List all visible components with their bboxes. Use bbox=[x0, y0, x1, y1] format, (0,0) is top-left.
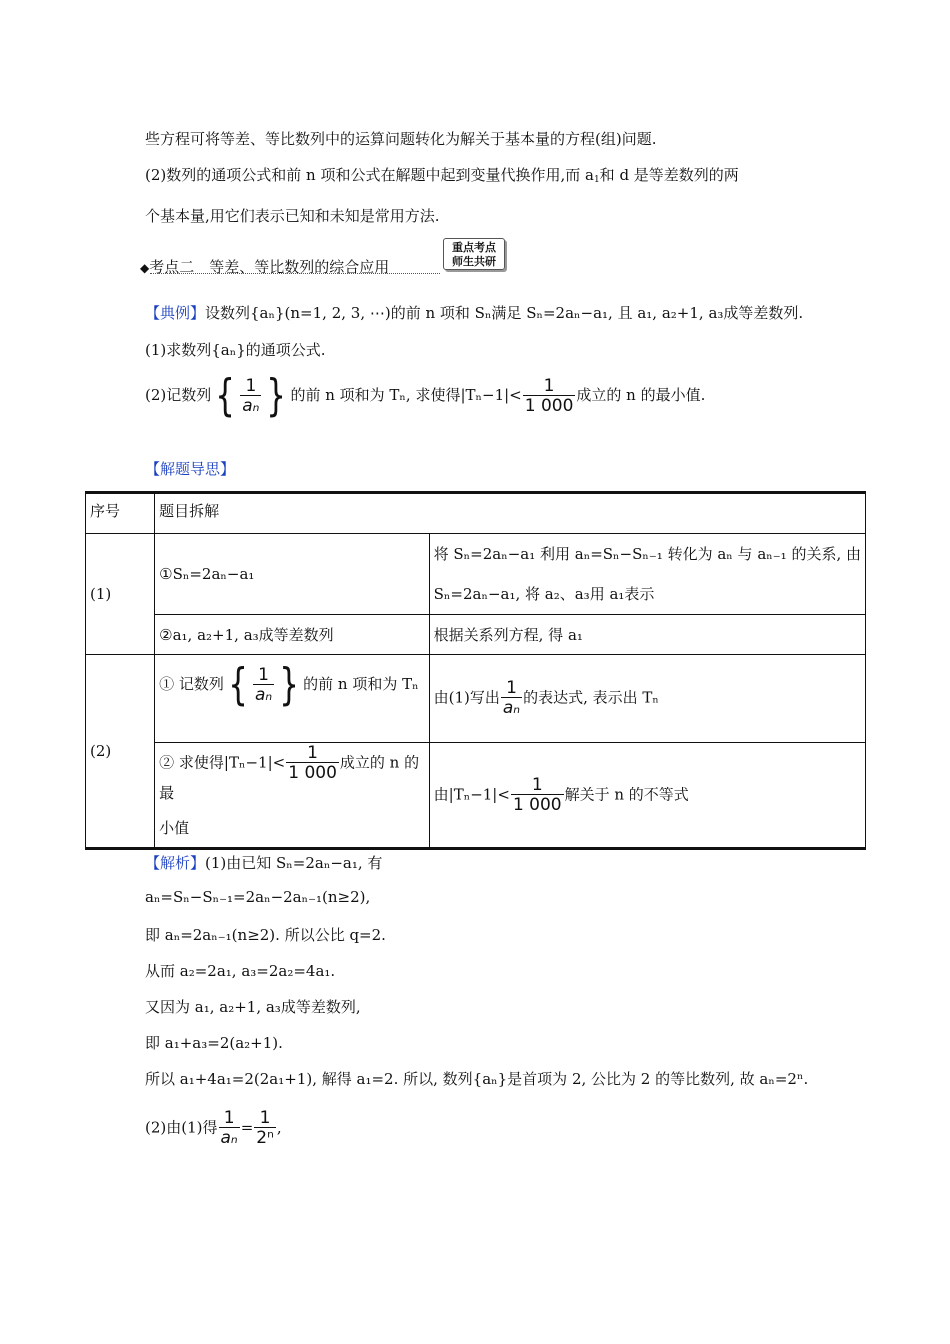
solution-line-8 bbox=[145, 1110, 282, 1147]
frac-num: 1 bbox=[543, 375, 555, 396]
r2a-right-post: 的表达式, 表示出 Tₙ bbox=[523, 688, 659, 707]
table-row bbox=[86, 743, 866, 849]
right-brace: } bbox=[266, 370, 287, 421]
example-statement bbox=[145, 302, 803, 323]
frac-den: 1 000 bbox=[524, 395, 574, 416]
frac-den: aₙ bbox=[254, 684, 273, 705]
fraction-1-over-1000 bbox=[511, 774, 564, 815]
q2-pre: (2)记数列 bbox=[145, 386, 212, 404]
section-title: 考点二 等差、等比数列的综合应用 bbox=[149, 258, 390, 276]
badge-line-1: 重点考点 bbox=[452, 241, 496, 254]
r2b-right-post: 解关于 n 的不等式 bbox=[564, 785, 689, 803]
header-col-1: 序号 bbox=[86, 493, 155, 534]
table-row bbox=[86, 615, 866, 655]
intro-line-2: (2)数列的通项公式和前 n 项和公式在解题中起到变量代换作用,而 $a_1$和 d 是等差数列的两 bbox=[145, 166, 739, 185]
solution-line-7: 所以 a₁+4a₁=2(2a₁+1), 解得 a₁=2. 所以, 数列{aₙ}是首项为 2, 公比为 2 的等比数列, 故 aₙ=2ⁿ. bbox=[145, 1070, 809, 1088]
diamond-icon: ◆ bbox=[140, 261, 150, 275]
l8-eq: = bbox=[240, 1118, 254, 1137]
header-col-2: 题目拆解 bbox=[155, 493, 866, 534]
l8-post: , bbox=[276, 1118, 282, 1137]
intro-line-2-a: (2)数列的通项公式和前 n 项和公式在解题中起到变量代换作用,而 a bbox=[145, 166, 594, 184]
fraction-1-over-an bbox=[240, 375, 261, 416]
l8-pre: (2)由(1)得 bbox=[145, 1118, 218, 1137]
row-1a-right-line-2: Sₙ=2aₙ−a₁, 将 a₂、a₃用 a₁表示 bbox=[433, 585, 655, 603]
frac-den: aₙ bbox=[220, 1128, 238, 1148]
row-1-label: (1) bbox=[86, 534, 155, 655]
q2-mid: 的前 n 项和为 Tₙ, 求使得|Tₙ−1|< bbox=[290, 386, 522, 404]
frac-num: 1 bbox=[531, 774, 543, 795]
row-2-label: (2) bbox=[86, 655, 155, 849]
table-row bbox=[86, 655, 866, 743]
r2b-left-pre: ② 求使得|Tₙ−1|< bbox=[159, 753, 286, 772]
right-brace: } bbox=[279, 659, 299, 710]
fraction-1-over-2n bbox=[254, 1110, 276, 1147]
row-1a-right-line-1: 将 Sₙ=2aₙ−a₁ 利用 aₙ=Sₙ−Sₙ₋₁ 转化为 aₙ 与 aₙ₋₁ 的关系, 由 bbox=[433, 545, 861, 563]
row-1b-left: ②a₁, a₂+1, a₃成等差数列 bbox=[155, 615, 429, 655]
section-badge bbox=[443, 238, 505, 270]
frac-num: 1 bbox=[223, 1108, 235, 1128]
table-row bbox=[86, 493, 866, 534]
row-2b-right bbox=[429, 743, 865, 849]
solution-line-1 bbox=[145, 852, 382, 873]
fraction-1-over-1000 bbox=[286, 745, 339, 782]
row-1a-left: ①Sₙ=2aₙ−a₁ bbox=[155, 534, 429, 615]
frac-den: aₙ bbox=[242, 395, 260, 416]
r2b-left-line-1 bbox=[159, 745, 424, 803]
row-1b-right: 根据关系列方程, 得 a₁ bbox=[429, 615, 865, 655]
frac-num: 1 bbox=[258, 664, 269, 685]
solution-tag: 【解析】 bbox=[145, 854, 206, 872]
example-text: 设数列{aₙ}(n=1, 2, 3, ⋯)的前 n 项和 Sₙ满足 Sₙ=2aₙ−a₁, 且 a₁, a₂+1, a₃成等差数列. bbox=[205, 304, 804, 322]
solution-line-6: 即 a₁+a₃=2(a₂+1). bbox=[145, 1034, 283, 1052]
left-brace: { bbox=[228, 659, 248, 710]
frac-num: 1 bbox=[506, 678, 517, 698]
row-1a-right bbox=[429, 534, 865, 615]
frac-den: 1 000 bbox=[288, 763, 337, 783]
solution-line-2: aₙ=Sₙ−Sₙ₋₁=2aₙ−2aₙ₋₁(n≥2), bbox=[145, 888, 371, 906]
left-brace: { bbox=[215, 370, 236, 421]
example-q2 bbox=[145, 370, 706, 421]
solution-line-3: 即 aₙ=2aₙ₋₁(n≥2). 所以公比 q=2. bbox=[145, 926, 386, 944]
table-row bbox=[86, 534, 866, 615]
intro-line-1: 些方程可将等差、等比数列中的运算问题转化为解关于基本量的方程(组)问题. bbox=[145, 130, 657, 148]
guide-table bbox=[85, 491, 866, 850]
fraction-1-over-an bbox=[219, 1110, 240, 1147]
frac-den: 2ⁿ bbox=[256, 1128, 274, 1148]
row-2a-right bbox=[429, 655, 865, 743]
example-tag: 【典例】 bbox=[145, 304, 206, 322]
intro-line-3: 个基本量,用它们表示已知和未知是常用方法. bbox=[145, 207, 440, 225]
solution-line-4: 从而 a₂=2a₁, a₃=2a₂=4a₁. bbox=[145, 962, 336, 980]
frac-den: aₙ bbox=[502, 698, 521, 718]
guide-tag: 【解题导思】 bbox=[145, 460, 236, 478]
frac-den: 1 000 bbox=[512, 794, 562, 815]
r2b-left-post: 成立的 n 的最 bbox=[159, 753, 420, 802]
solution-line-5: 又因为 a₁, a₂+1, a₃成等差数列, bbox=[145, 998, 361, 1016]
badge-line-2: 师生共研 bbox=[452, 255, 496, 268]
r2a-right-pre: 由(1)写出 bbox=[433, 688, 500, 707]
r2b-left-line-2: 小值 bbox=[159, 819, 190, 837]
r2a-left-pre: ① 记数列 bbox=[159, 675, 224, 693]
row-2b-left bbox=[155, 743, 429, 849]
example-q1: (1)求数列{aₙ}的通项公式. bbox=[145, 341, 326, 359]
frac-num: 1 bbox=[245, 375, 257, 396]
r2b-right-pre: 由|Tₙ−1|< bbox=[433, 785, 510, 803]
fraction-1-over-an bbox=[253, 664, 274, 705]
r2a-left-post: 的前 n 项和为 Tₙ bbox=[303, 675, 419, 693]
fraction-1-over-an bbox=[501, 680, 522, 717]
frac-num: 1 bbox=[259, 1108, 271, 1128]
row-2a-left bbox=[155, 655, 429, 743]
solution-l1: (1)由已知 Sₙ=2aₙ−a₁, 有 bbox=[205, 854, 383, 872]
section-underline bbox=[150, 273, 440, 274]
q2-post: 成立的 n 的最小值. bbox=[576, 386, 706, 404]
frac-num: 1 bbox=[307, 743, 318, 763]
intro-line-2-b: 和 d 是等差数列的两 bbox=[599, 166, 739, 184]
fraction-1-over-1000 bbox=[523, 375, 576, 416]
